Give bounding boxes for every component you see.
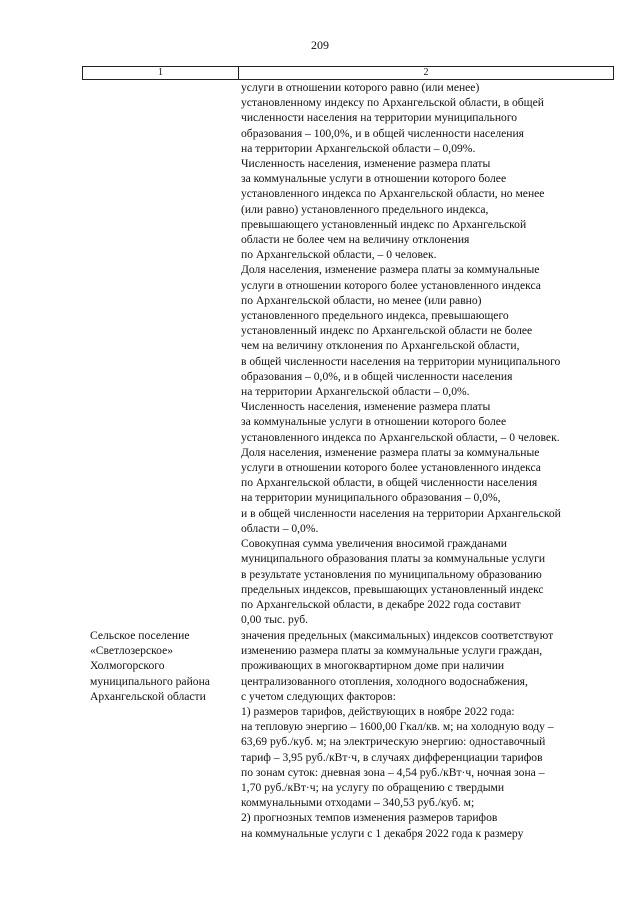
text-line: с учетом следующих факторов: bbox=[241, 689, 396, 703]
text-line: образования – 0,0%, и в общей численности населения bbox=[241, 369, 513, 383]
text-line: Доля населения, изменение размера платы за коммунальные bbox=[241, 445, 540, 459]
text-line: на территории Архангельской области – 0,09%. bbox=[241, 141, 476, 155]
text-line: муниципального района bbox=[90, 674, 210, 688]
text-line: (или равно) установленного предельного индекса, bbox=[241, 202, 489, 216]
table-header-col-1: 1 bbox=[83, 67, 239, 79]
text-line: Совокупная сумма увеличения вносимой гражданами bbox=[241, 537, 507, 551]
text-line: и в общей численности населения на территории Архангельской bbox=[241, 506, 561, 520]
text-line: на коммунальные услуги с 1 декабря 2022 года к размеру bbox=[241, 826, 524, 840]
text-line: 63,69 руб./куб. м; на электрическую энергию: одноставочный bbox=[241, 735, 546, 749]
text-line: тариф – 3,95 руб./кВт·ч, в случаях дифференциации тарифов bbox=[241, 750, 543, 764]
section-2-text bbox=[241, 628, 611, 841]
text-line: по Архангельской области, в общей численности населения bbox=[241, 476, 538, 490]
text-line: установленному индексу по Архангельской области, в общей bbox=[241, 96, 544, 110]
page-number: 209 bbox=[311, 38, 329, 52]
text-line: за коммунальные услуги в отношении которого более bbox=[241, 172, 507, 186]
text-line: услуги в отношении которого более установленного индекса bbox=[241, 461, 541, 475]
text-line: изменению размера платы за коммунальные услуги граждан, bbox=[241, 644, 543, 658]
text-line: проживающих в многоквартирном доме при наличии bbox=[241, 659, 505, 673]
text-line: установленный индекс по Архангельской области не более bbox=[241, 324, 533, 338]
text-line: установленного индекса по Архангельской области, но менее bbox=[241, 187, 545, 201]
text-line: 1,70 руб./кВт·ч; на услугу по обращению с твердыми bbox=[241, 781, 505, 795]
text-line: численности населения на территории муниципального bbox=[241, 111, 518, 125]
text-line: значения предельных (максимальных) индексов соответствуют bbox=[241, 629, 554, 642]
text-line: за коммунальные услуги в отношении которого более bbox=[241, 415, 507, 429]
text-line: по Архангельской области, – 0 человек. bbox=[241, 248, 437, 262]
text-line: услуги в отношении которого равно (или менее) bbox=[241, 81, 480, 94]
text-line: Численность населения, изменение размера платы bbox=[241, 157, 491, 171]
text-line: области не более чем на величину отклонения bbox=[241, 233, 470, 247]
text-line: на территории Архангельской области – 0,0%. bbox=[241, 385, 470, 399]
municipality-name bbox=[90, 628, 240, 704]
text-line: Архангельской области bbox=[90, 689, 206, 703]
text-line: превышающего установленный индекс по Архангельской bbox=[241, 217, 527, 231]
text-line: установленного предельного индекса, превышающего bbox=[241, 309, 509, 323]
text-line: услуги в отношении которого более установленного индекса bbox=[241, 278, 541, 292]
text-line: 0,00 тыс. руб. bbox=[241, 613, 309, 627]
text-line: по Архангельской области, но менее (или равно) bbox=[241, 293, 482, 307]
text-line: области – 0,0%. bbox=[241, 521, 319, 535]
text-line: централизованного отопления, холодного водоснабжения, bbox=[241, 674, 528, 688]
text-line: по зонам суток: дневная зона – 4,54 руб./кВт·ч, ночная зона – bbox=[241, 765, 545, 779]
text-line: «Светлозерское» bbox=[90, 644, 174, 658]
text-line: муниципального образования платы за коммунальные услуги bbox=[241, 552, 546, 566]
text-line: чем на величину отклонения по Архангельской области, bbox=[241, 339, 520, 353]
text-line: в результате установления по муниципальному образованию bbox=[241, 567, 542, 581]
text-line: Доля населения, изменение размера платы за коммунальные bbox=[241, 263, 540, 277]
text-line: 1) размеров тарифов, действующих в ноябре 2022 года: bbox=[241, 705, 515, 719]
text-line: по Архангельской области, в декабре 2022 года составит bbox=[241, 597, 521, 611]
text-line: коммунальными отходами – 340,53 руб./куб. м; bbox=[241, 796, 475, 810]
text-line: Сельское поселение bbox=[90, 629, 190, 642]
text-line: установленного индекса по Архангельской области, – 0 человек. bbox=[241, 430, 560, 444]
text-line: образования – 100,0%, и в общей численности населения bbox=[241, 126, 525, 140]
table-header bbox=[82, 66, 614, 80]
text-line: на тепловую энергию – 1600,00 Гкал/кв. м; на холодную воду – bbox=[241, 720, 554, 734]
text-line: предельных индексов, превышающих установленный индекс bbox=[241, 582, 544, 596]
text-line: на территории муниципального образования – 0,0%, bbox=[241, 491, 501, 505]
text-line: Численность населения, изменение размера платы bbox=[241, 400, 491, 414]
section-1-text bbox=[241, 80, 611, 627]
text-line: 2) прогнозных темпов изменения размеров тарифов bbox=[241, 811, 498, 825]
text-line: Холмогорского bbox=[90, 659, 165, 673]
text-line: в общей численности населения на территории муниципального bbox=[241, 354, 561, 368]
table-header-col-2: 2 bbox=[423, 67, 429, 78]
